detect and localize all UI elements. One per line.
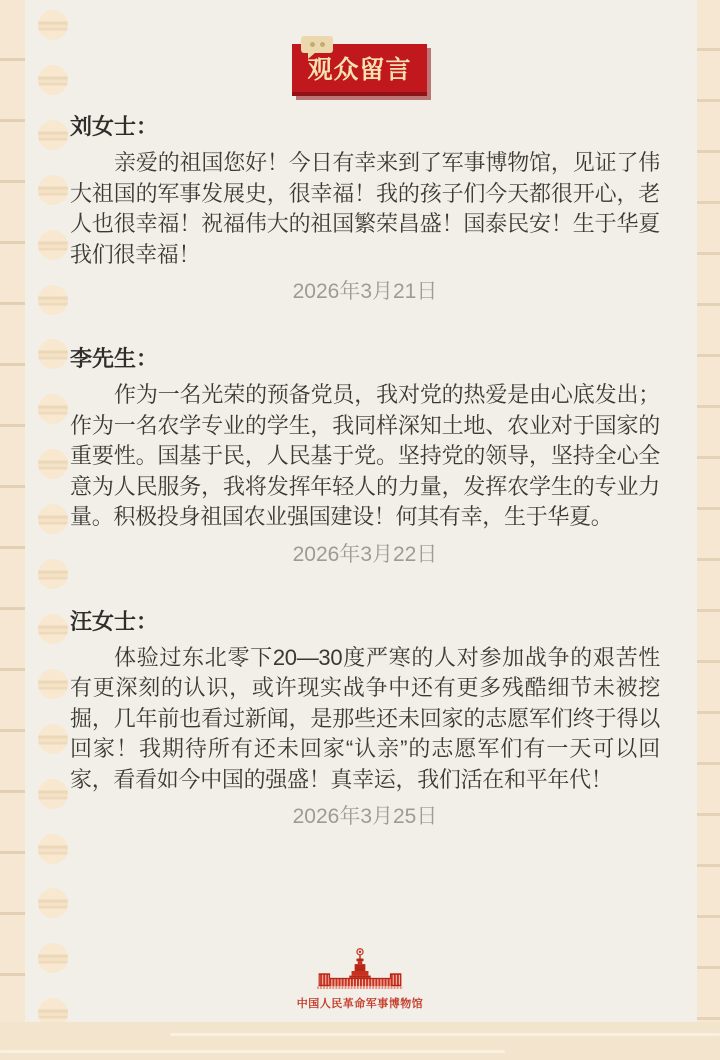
binder-hole — [38, 779, 68, 809]
comment-block — [70, 344, 660, 569]
binder-hole — [38, 504, 68, 534]
comment-date: 2026年3月22日 — [292, 542, 438, 566]
comments-list — [70, 112, 660, 869]
speech-bubble-icon — [301, 36, 333, 53]
comment-date: 2026年3月21日 — [292, 280, 438, 303]
bottom-desk-edge — [0, 1022, 720, 1060]
bubble-dot — [310, 42, 315, 47]
binder-hole — [38, 669, 68, 699]
bubble-tail — [308, 52, 316, 59]
binder-hole — [38, 285, 68, 315]
comment-block — [70, 112, 660, 306]
comment-text: 体验过东北零下20—30度严寒的人对参加战争的艰苦性有更深刻的认识，或许现实战争中还有更多残酷细节未被挖掘，几年前也看过新闻，是那些还未回家的志愿军们终于得以回家！我期待所有还未回家“认亲”的志愿军们有一天可以回家，看看如今中国的强盛！真幸运，我们活在和平年代！ — [70, 644, 660, 792]
comment-text: 作为一名光荣的预备党员，我对党的热爱是由心底发出；作为一名农学专业的学生，我同样深知土地、农业对于国家的重要性。国基于民，人民基于党。坚持党的领导，坚持全心全意为人民服务，我将发挥年轻人的力量，发挥农学生的专业力量。积极投身祖国农业强国建设！何其有幸，生于华夏。 — [70, 382, 660, 529]
left-paper-edge — [0, 0, 25, 1060]
right-paper-edge — [697, 0, 720, 1060]
comment-text: 亲爱的祖国您好！今日有幸来到了军事博物馆，见证了伟大祖国的军事发展史，很幸福！我的孩子们今天都很开心，老人也很幸福！祝福伟大的祖国繁荣昌盛！国泰民安！生于华夏我们很幸福！ — [70, 150, 660, 267]
commenter-name: 李先生： — [70, 346, 159, 371]
binder-hole — [38, 724, 68, 754]
binder-hole — [38, 10, 68, 40]
binder-hole — [38, 394, 68, 424]
binder-hole — [38, 834, 68, 864]
commenter-name: 刘女士： — [70, 114, 159, 139]
binder-hole — [38, 175, 68, 205]
binder-hole — [38, 120, 68, 150]
binder-hole — [38, 339, 68, 369]
binder-hole — [38, 888, 68, 918]
desk-highlight-line — [0, 1050, 505, 1053]
binder-hole — [38, 614, 68, 644]
commenter-name: 汪女士： — [70, 608, 159, 634]
desk-highlight-line — [170, 1033, 720, 1036]
museum-name-calligraphy: 中国人民革命军事博物馆 — [296, 998, 424, 1010]
binder-hole — [38, 65, 68, 95]
binder-hole — [38, 230, 68, 260]
section-title: 观众留言 — [307, 55, 412, 84]
footer-logo — [0, 946, 720, 1010]
comment-block — [70, 607, 660, 832]
museum-building-icon — [314, 946, 406, 996]
bubble-dot — [320, 42, 325, 47]
binder-hole — [38, 559, 68, 589]
comment-date: 2026年3月25日 — [292, 805, 438, 828]
binder-hole — [38, 449, 68, 479]
